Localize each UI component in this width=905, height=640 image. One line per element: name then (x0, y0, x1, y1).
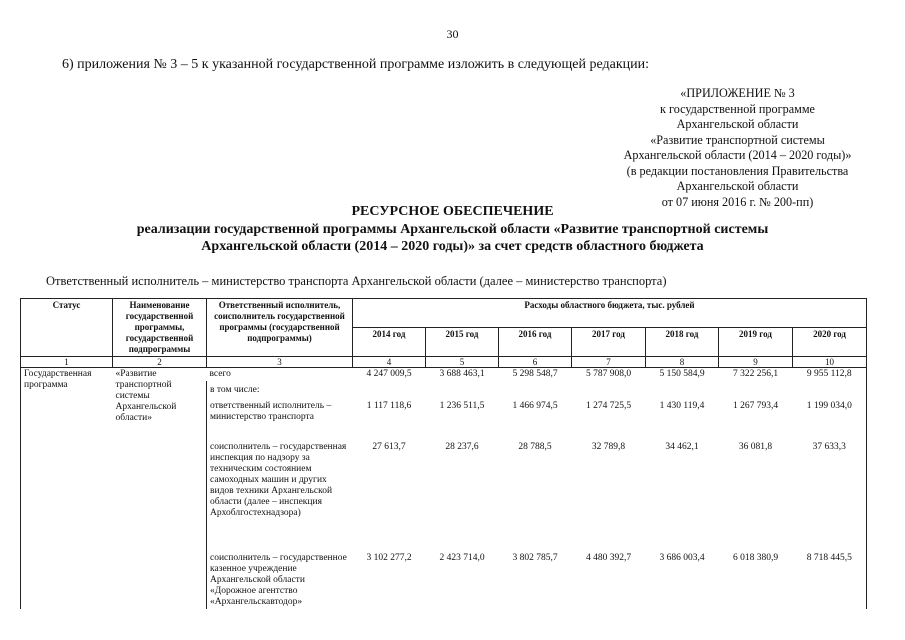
value-cell: 4 480 392,7 (585, 553, 632, 563)
value-cell (793, 381, 867, 397)
executor-cell: ответственный исполнитель – министерство транспорта (207, 397, 353, 441)
column-number: 10 (793, 357, 867, 368)
value-cell: 1 430 119,4 (659, 401, 705, 411)
appendix-line: «Развитие транспортной системы (650, 132, 825, 147)
value-cell: 5 150 584,9 (659, 369, 705, 379)
header-year: 2014 год (353, 328, 426, 357)
value-cell (499, 381, 572, 397)
appendix-line: (в редакции постановления Правительства (626, 163, 849, 178)
value-cell: 6 018 380,9 (732, 553, 779, 563)
value-cell: 27 613,7 (372, 442, 406, 452)
header-year: 2018 год (646, 328, 719, 357)
amendment-item-text: 6) приложения № 3 – 5 к указанной государственной программе изложить в следующей редакции: (62, 57, 650, 72)
title-line-2: реализации государственной программы Архангельской области «Развитие транспортной системы (136, 221, 769, 237)
value-cell: 32 789,8 (591, 442, 626, 452)
value-cell: 37 633,3 (793, 441, 867, 552)
value-cell: 1 267 793,4 (732, 401, 779, 411)
header-program-name: Наименование государственной программы, государственной подпрограммы (113, 299, 207, 357)
header-executor: Ответственный исполнитель, соисполнитель государственной программы (государственной подпрограммы) (207, 299, 353, 357)
executor-cell: в том числе: (207, 381, 353, 397)
header-year: 2019 год (719, 328, 793, 357)
value-cell: 8 718 445,5 (793, 552, 867, 609)
title-line-1: РЕСУРСНОЕ ОБЕСПЕЧЕНИЕ (351, 204, 554, 219)
value-cell: 34 462,1 (665, 442, 699, 452)
header-year: 2017 год (572, 328, 646, 357)
column-number: 9 (719, 357, 793, 368)
value-cell: 36 081,8 (738, 442, 773, 452)
value-cell: 5 298 548,7 (512, 369, 558, 379)
value-cell: 3 686 003,4 (659, 553, 705, 563)
column-number: 2 (113, 357, 207, 368)
header-year: 2016 год (499, 328, 572, 357)
header-expenses: Расходы областного бюджета, тыс. рублей (353, 299, 867, 328)
column-number: 7 (572, 357, 646, 368)
responsible-executor-text: Ответственный исполнитель – министерство транспорта Архангельской области (далее – министерство транспорта) (46, 274, 667, 288)
status-cell: Государственная программа (21, 368, 113, 610)
document-title (0, 203, 905, 256)
value-cell: 1 236 511,5 (439, 401, 485, 411)
executor-cell: всего (209, 369, 231, 379)
value-cell: 28 237,6 (445, 442, 479, 452)
value-cell: 7 322 256,1 (732, 369, 779, 379)
value-cell (353, 381, 426, 397)
value-cell: 28 788,5 (518, 442, 552, 452)
appendix-line: Архангельской области (676, 179, 799, 193)
appendix-heading-block (560, 86, 905, 210)
value-cell: 3 802 785,7 (512, 553, 558, 563)
column-number: 5 (426, 357, 499, 368)
header-year: 2015 год (426, 328, 499, 357)
appendix-line: Архангельской области (2014 – 2020 годы)» (623, 148, 852, 162)
appendix-line: «ПРИЛОЖЕНИЕ № 3 (680, 86, 795, 100)
value-cell: 3 102 277,2 (366, 553, 412, 563)
column-number: 1 (21, 357, 113, 368)
executor-cell: соисполнитель – государственное казенное учреждение Архангельской области «Дорожное агентство «Архангельскавтодор» (207, 552, 353, 609)
page-number: 30 (446, 27, 459, 41)
title-line-3: Архангельской области (2014 – 2020 годы)» за счет средств областного бюджета (201, 239, 704, 254)
value-cell (719, 381, 793, 397)
value-cell: 1 117 118,6 (366, 401, 412, 411)
value-cell (572, 381, 646, 397)
value-cell: 9 955 112,8 (793, 368, 867, 382)
resource-table (20, 298, 867, 609)
appendix-line: Архангельской области (676, 117, 799, 131)
appendix-line: к государственной программе (660, 101, 815, 116)
value-cell: 2 423 714,0 (439, 553, 485, 563)
executor-cell: соисполнитель – государственная инспекция по надзору за техническим состоянием самоходных машин и других видов техники Архангельской области (далее – инспекция Архоблгостехнадзора) (207, 441, 353, 552)
header-status: Статус (21, 299, 113, 357)
appendix-line: от 07 июня 2016 г. № 200-пп) (661, 194, 814, 209)
column-number: 6 (499, 357, 572, 368)
value-cell (646, 381, 719, 397)
value-cell: 5 787 908,0 (585, 369, 632, 379)
column-number: 4 (353, 357, 426, 368)
value-cell: 3 688 463,1 (439, 369, 485, 379)
header-year: 2020 год (793, 328, 867, 357)
table-row (21, 368, 867, 382)
column-number: 3 (207, 357, 353, 368)
column-number: 8 (646, 357, 719, 368)
value-cell (426, 381, 499, 397)
value-cell: 4 247 009,5 (366, 369, 412, 379)
value-cell: 1 466 974,5 (512, 401, 558, 411)
program-name-cell: «Развитие транспортной системы Архангельской области» (115, 369, 177, 423)
value-cell: 1 274 725,5 (585, 401, 632, 411)
value-cell: 1 199 034,0 (793, 397, 867, 441)
